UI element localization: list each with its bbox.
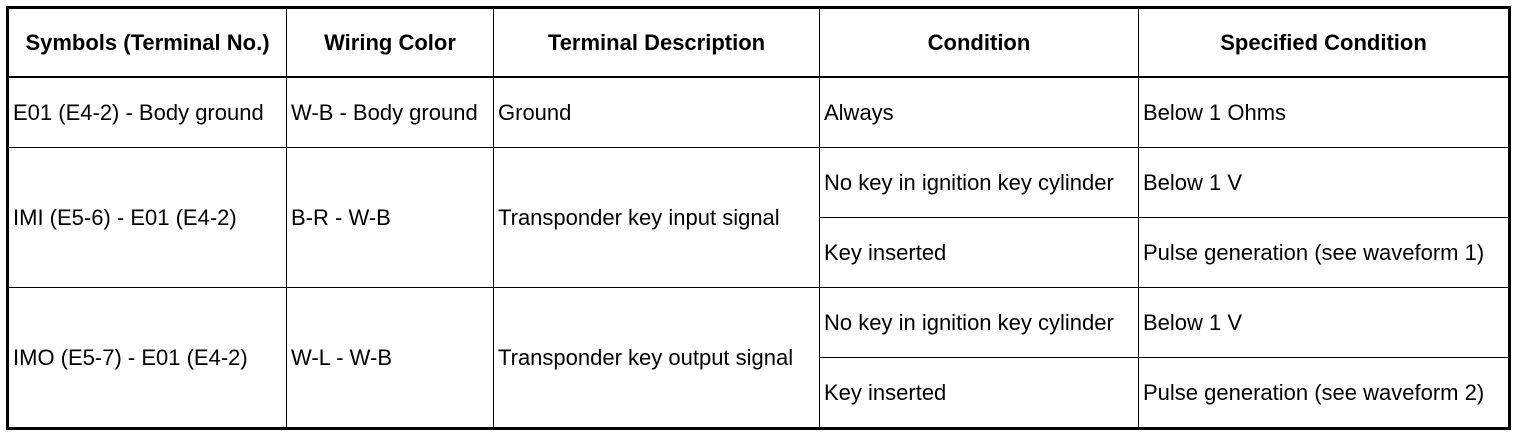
- cell-condition: No key in ignition key cylinder: [820, 148, 1139, 218]
- header-condition: Condition: [820, 8, 1139, 78]
- header-terminal-description: Terminal Description: [494, 8, 820, 78]
- table-header-row: [8, 8, 1510, 78]
- cell-wiring-color: W-L - W-B: [287, 288, 494, 429]
- cell-specified-condition: Pulse generation (see waveform 1): [1139, 218, 1510, 288]
- cell-condition: Key inserted: [820, 218, 1139, 288]
- cell-specified-condition: Below 1 V: [1139, 288, 1510, 358]
- cell-symbol: IMO (E5-7) - E01 (E4-2): [8, 288, 287, 429]
- header-symbols: Symbols (Terminal No.): [8, 8, 287, 78]
- header-specified-condition: Specified Condition: [1139, 8, 1510, 78]
- table-row: [8, 77, 1510, 148]
- terminal-inspection-table: [6, 6, 1511, 430]
- cell-specified-condition: Pulse generation (see waveform 2): [1139, 358, 1510, 429]
- cell-condition: Key inserted: [820, 358, 1139, 429]
- cell-terminal-description: Transponder key input signal: [494, 148, 820, 288]
- header-wiring-color: Wiring Color: [287, 8, 494, 78]
- table-row: [8, 288, 1510, 358]
- cell-symbol: E01 (E4-2) - Body ground: [8, 77, 287, 148]
- table-row: [8, 148, 1510, 218]
- cell-condition: Always: [820, 77, 1139, 148]
- cell-symbol: IMI (E5-6) - E01 (E4-2): [8, 148, 287, 288]
- cell-terminal-description: Transponder key output signal: [494, 288, 820, 429]
- cell-condition: No key in ignition key cylinder: [820, 288, 1139, 358]
- cell-specified-condition: Below 1 V: [1139, 148, 1510, 218]
- cell-wiring-color: W-B - Body ground: [287, 77, 494, 148]
- cell-specified-condition: Below 1 Ohms: [1139, 77, 1510, 148]
- terminal-inspection-table-container: [6, 6, 1511, 430]
- cell-terminal-description: Ground: [494, 77, 820, 148]
- cell-wiring-color: B-R - W-B: [287, 148, 494, 288]
